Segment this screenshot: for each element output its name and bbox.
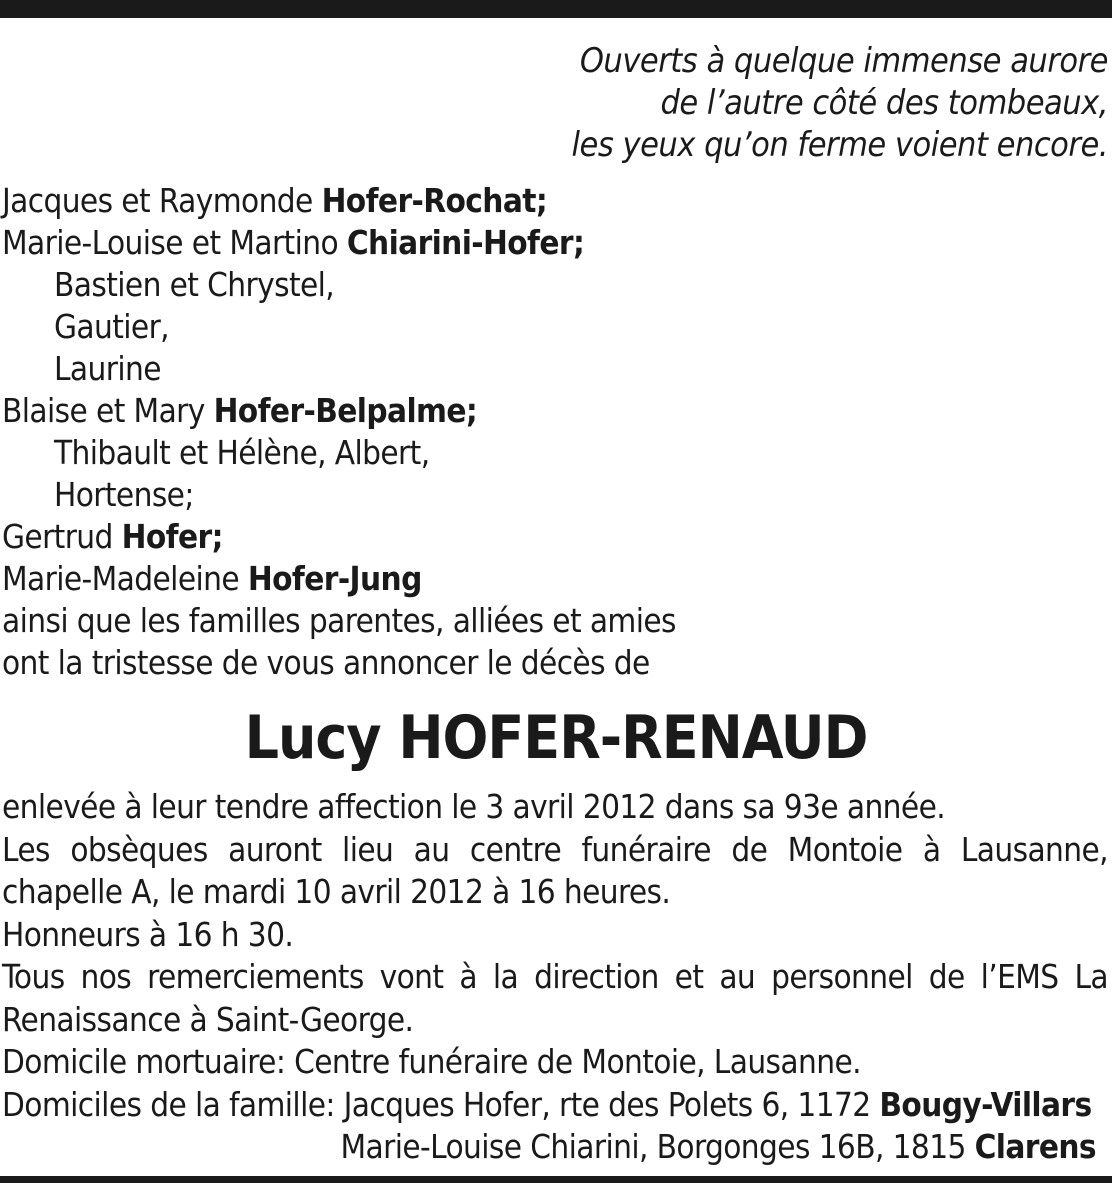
top-rule: [0, 0, 1112, 18]
grandchild-line: Gautier,: [54, 307, 170, 346]
grandchild-line: Thibault et Hélène, Albert,: [54, 433, 430, 472]
family-line: [2, 516, 1102, 558]
family-names: Blaise et Mary: [2, 391, 214, 430]
bottom-rule: [0, 1176, 1112, 1183]
family-home-text: Marie-Louise Chiarini, Borgonges 16B, 1815: [340, 1127, 975, 1166]
family-home-city: Clarens: [974, 1127, 1096, 1166]
poem-line: Ouverts à quelque immense aurore: [579, 41, 1108, 81]
family-home-line: [2, 1084, 1108, 1127]
family-names: Jacques et Raymonde: [2, 181, 322, 220]
closing-line: ont la tristesse de vous annoncer le décès de: [2, 643, 650, 682]
family-surname: Chiarini-Hofer;: [346, 223, 585, 262]
poem-line: de l’autre côté des tombeaux,: [660, 83, 1108, 123]
family-line: [2, 390, 1102, 432]
family-home-text: Domiciles de la famille: Jacques Hofer, rte des Polets 6, 1172: [2, 1084, 880, 1124]
family-line: [2, 222, 1102, 264]
grandchild-line: Hortense;: [54, 475, 194, 514]
epigraph-poem: [408, 40, 1108, 166]
mortuary-text: Domicile mortuaire: Centre funéraire de Montoie, Lausanne.: [2, 1042, 861, 1081]
poem-line: les yeux qu’on ferme voient encore.: [571, 125, 1108, 165]
family-names: Gertrud: [2, 517, 122, 556]
grandchild-line: Bastien et Chrystel,: [54, 265, 335, 304]
honours-text: Honneurs à 16 h 30.: [2, 914, 294, 954]
family-names: Marie-Madeleine: [2, 559, 248, 598]
family-surname: Hofer-Rochat;: [321, 181, 548, 220]
thanks-text: Tous nos remerciements vont à la direction et au personnel de l’EMS La Renaissance à Saint-George.: [2, 957, 1108, 1039]
family-surname: Hofer;: [121, 517, 223, 556]
family-surname: Hofer-Belpalme;: [213, 391, 478, 430]
family-surname: Hofer-Jung: [247, 559, 422, 598]
closing-line: ainsi que les familles parentes, alliées et amies: [2, 601, 676, 640]
family-list: [2, 180, 1102, 684]
funeral-text: Les obsèques auront lieu au centre funéraire de Montoie à Lausanne, chapelle A, le mardi 10 avril 2012 à 16 heures.: [2, 829, 1108, 911]
funeral-details: [2, 786, 1108, 1169]
family-home-city: Bougy-Villars: [879, 1084, 1092, 1124]
family-names: Marie-Louise et Martino: [2, 223, 347, 262]
family-line: [2, 558, 1102, 600]
affection-text: enlevée à leur tendre affection le 3 avril 2012 dans sa 93e année.: [2, 787, 946, 826]
deceased-name: Lucy HOFER-RENAUD: [244, 703, 868, 773]
grandchild-line: Laurine: [54, 349, 161, 388]
family-line: [2, 180, 1102, 222]
family-home-line: [2, 1126, 1108, 1169]
